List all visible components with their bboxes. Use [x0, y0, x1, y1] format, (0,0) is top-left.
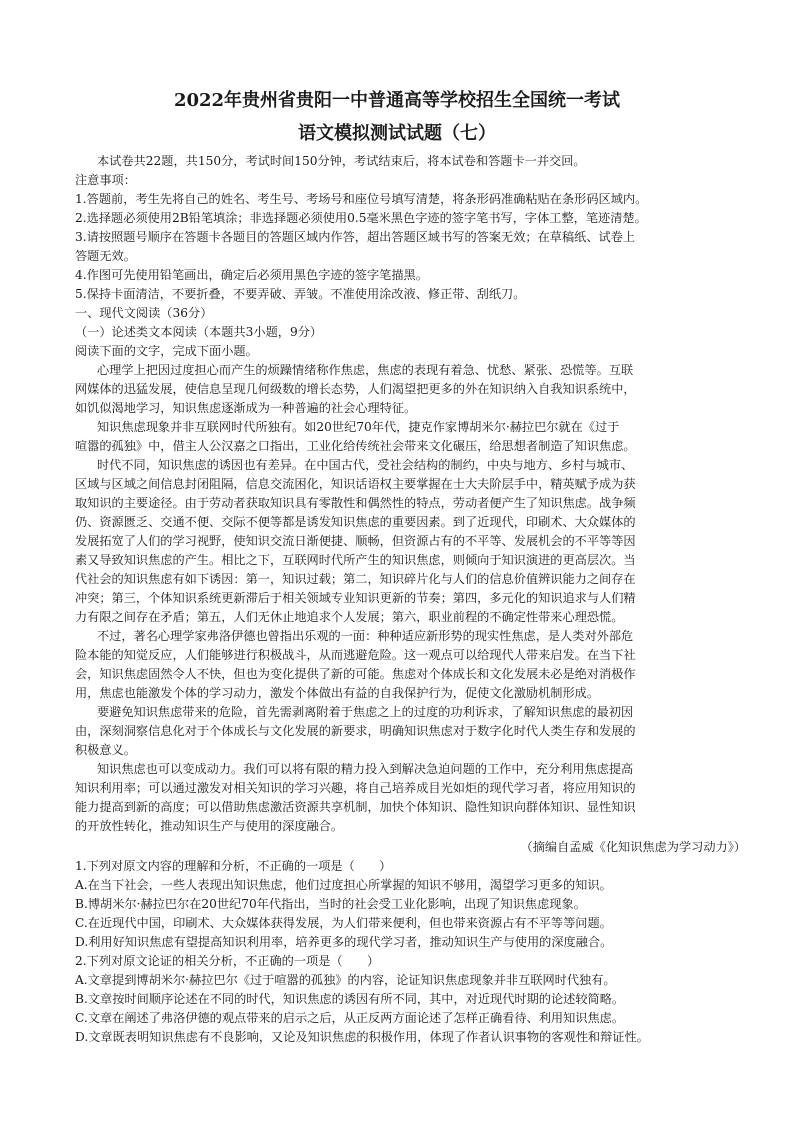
passage-line: 用，焦虑也能激发个体的学习动力，激发个体做出有益的自我保护行为，促使文化激励机制形成。 — [75, 686, 600, 700]
question-option: C.在近现代中国，印刷术、大众媒体获得发展，为人们带来便利，但也带来资源占有不平等等问题。 — [75, 916, 612, 930]
passage-line: 知识焦虑也可以变成动力。我们可以将有限的精力投入到解决急迫问题的工作中，充分利用焦虑提高 — [97, 762, 634, 776]
passage-line: 心理学上把因过度担心而产生的烦躁情绪称作焦虑，焦虑的表现有着急、忧愁、紧张、恐慌等。互联 — [97, 363, 634, 377]
passage-line: 力有限之间存在矛盾；第五，人们无休止地追求个人发展；第六，职业前程的不确定性带来心理恐慌。 — [75, 610, 624, 624]
intro-line: 本试卷共22题，共150分，考试时间150分钟，考试结束后，将本试卷和答题卡一并交回。 — [97, 154, 586, 168]
question-option: A.文章提到博胡米尔·赫拉巴尔《过于喧嚣的孤独》的内容，论证知识焦虑现象并非互联网时代独有。 — [75, 973, 616, 987]
passage-line: 冲突；第三，个体知识系统更新滞后于相关领域专业知识更新的节奏；第四，多元化的知识追求与人们精 — [75, 591, 636, 605]
passage-line: 积极意义。 — [75, 743, 136, 757]
notice-item: 3.请按照题号顺序在答题卡各题目的答题区域内作答，超出答题区域书写的答案无效；在草稿纸、试卷上 — [75, 230, 636, 244]
section-heading: 一、现代文阅读（36分） — [75, 306, 213, 320]
question-option: A.在当下社会，一些人表现出知识焦虑，他们过度担心所掌握的知识不够用，渴望学习更多的知识。 — [75, 878, 612, 892]
passage-line: 由，深刻洞察信息化对于个体成长与文化发展的新要求，明确知识焦虑对于数字化时代人类生存和发展的 — [75, 724, 636, 738]
passage-line: 如饥似渴地学习，知识焦虑逐渐成为一种普遍的社会心理特征。 — [75, 401, 417, 415]
passage-line: 要避免知识焦虑带来的危险，首先需剥离附着于焦虑之上的过度的功利诉求，了解知识焦虑的最初因 — [97, 705, 634, 719]
notice-item: 5.保持卡面清洁，不要折叠，不要弄破、弄皱。不准使用涂改液、修正带、刮纸刀。 — [75, 287, 526, 301]
passage-line: 会，知识焦虑固然令人不快，但也为变化提供了新的可能。焦虑对个体成长和文化发展未必是绝对消极作 — [75, 667, 636, 681]
question-option: D.文章既表明知识焦虑有不良影响，又论及知识焦虑的积极作用，体现了作者认识事物的客观性和辩证性。 — [75, 1030, 649, 1044]
exam-title: 2022年贵州省贵阳一中普通高等学校招生全国统一考试 — [173, 90, 621, 111]
instruction-line: 阅读下面的文字，完成下面小题。 — [75, 344, 258, 358]
notice-item: 1.答题前，考生先将自己的姓名、考生号、考场号和座位号填写清楚，将条形码准确粘贴在条形码区域内。 — [75, 192, 648, 206]
question-option: D.利用好知识焦虑有望提高知识利用率，培养更多的现代学习者，推动知识生产与使用的深度融合。 — [75, 935, 613, 949]
question-stem: 1.下列对原文内容的理解和分析，不正确的一项是（ ） — [75, 859, 392, 873]
passage-line: 素又导致知识焦虑的产生。相比之下，互联网时代所产生的知识焦虑，则倾向于知识演进的更高层次。当 — [75, 553, 636, 567]
passage-line: 仍、资源匮乏、交通不便、交际不便等都是诱发知识焦虑的重要因素。到了近现代，印刷术、大众媒体的 — [75, 515, 636, 529]
passage-line: 知识利用率；可以通过激发对相关知识的学习兴趣，将自己培养成目光如炬的现代学习者，将应用知识的 — [75, 781, 636, 795]
source-citation: （摘编自孟威《化知识焦虑为学习动力》） — [520, 840, 746, 854]
passage-line: 能力提高到新的高度；可以借助焦虑激活资源共享机制，加快个体知识、隐性知识向群体知识、显性知识 — [75, 800, 636, 814]
passage-line: 喧嚣的孤独》中，借主人公汉嘉之口指出，工业化给传统社会带来文化碾压，给思想者制造了知识焦虑。 — [75, 439, 636, 453]
notice-heading: 注意事项： — [75, 173, 136, 187]
passage-line: 的开放性转化，推动知识生产与使用的深度融合。 — [75, 819, 344, 833]
passage-line: 时代不同，知识焦虑的诱因也有差异。在中国古代，受社会结构的制约，中央与地方、乡村与城市、 — [97, 458, 634, 472]
passage-line: 区域与区域之间信息封闭阻隔，信息交流困化，知识话语权主要掌握在士大夫阶层手中，精英赋予成为获 — [75, 477, 636, 491]
passage-line: 代社会的知识焦虑有如下诱因：第一，知识过载；第二，知识碎片化与人们的信息价值辨识能力之间存在 — [75, 572, 636, 586]
notice-item: 答题无效。 — [75, 249, 136, 263]
exam-subtitle: 语文模拟测试试题（七） — [298, 123, 496, 144]
question-option: B.文章按时间顺序论述在不同的时代，知识焦虑的诱因有所不同，其中，对近现代时期的论述较简略。 — [75, 992, 625, 1006]
passage-line: 不过，著名心理学家弗洛伊德也曾指出乐观的一面：种种适应新形势的现实性焦虑，是人类对外部危 — [97, 629, 634, 643]
subsection-heading: （一）论述类文本阅读（本题共3小题，9分） — [75, 325, 323, 339]
question-option: B.博胡米尔·赫拉巴尔在20世纪70年代指出，当时的社会受工业化影响，出现了知识焦虑现象。 — [75, 897, 586, 911]
question-option: C.文章在阐述了弗洛伊德的观点带来的启示之后，从正反两方面论述了怎样正确看待、利用知识焦虑。 — [75, 1011, 625, 1025]
passage-line: 知识焦虑现象并非互联网时代所独有。如20世纪70年代，捷克作家博胡米尔·赫拉巴尔就在《过于 — [97, 420, 620, 434]
notice-item: 4.作图可先使用铅笔画出，确定后必须用黑色字迹的签字笔描黑。 — [75, 268, 428, 282]
passage-line: 发展拓宽了人们的学习视野，使知识交流日渐便捷、顺畅，但资源占有的不平等、发展机会的不平等等因 — [75, 534, 636, 548]
notice-item: 2.选择题必须使用2B铅笔填涂；非选择题必须使用0.5毫米黑色字迹的签字笔书写，字体工整，笔迹清楚。 — [75, 211, 647, 225]
passage-line: 险本能的知觉反应，人们能够进行积极战斗，从而逃避危险。这一观点可以给现代人带来启发。在当下社 — [75, 648, 636, 662]
passage-line: 网媒体的迅猛发展，使信息呈现几何级数的增长态势，人们渴望把更多的外在知识纳入自我知识系统中， — [75, 382, 636, 396]
passage-line: 取知识的主要途径。由于劳动者获取知识具有零散性和偶然性的特点，劳动者便产生了知识焦虑。战争频 — [75, 496, 636, 510]
question-stem: 2.下列对原文论证的相关分析，不正确的一项是（ ） — [75, 954, 380, 968]
